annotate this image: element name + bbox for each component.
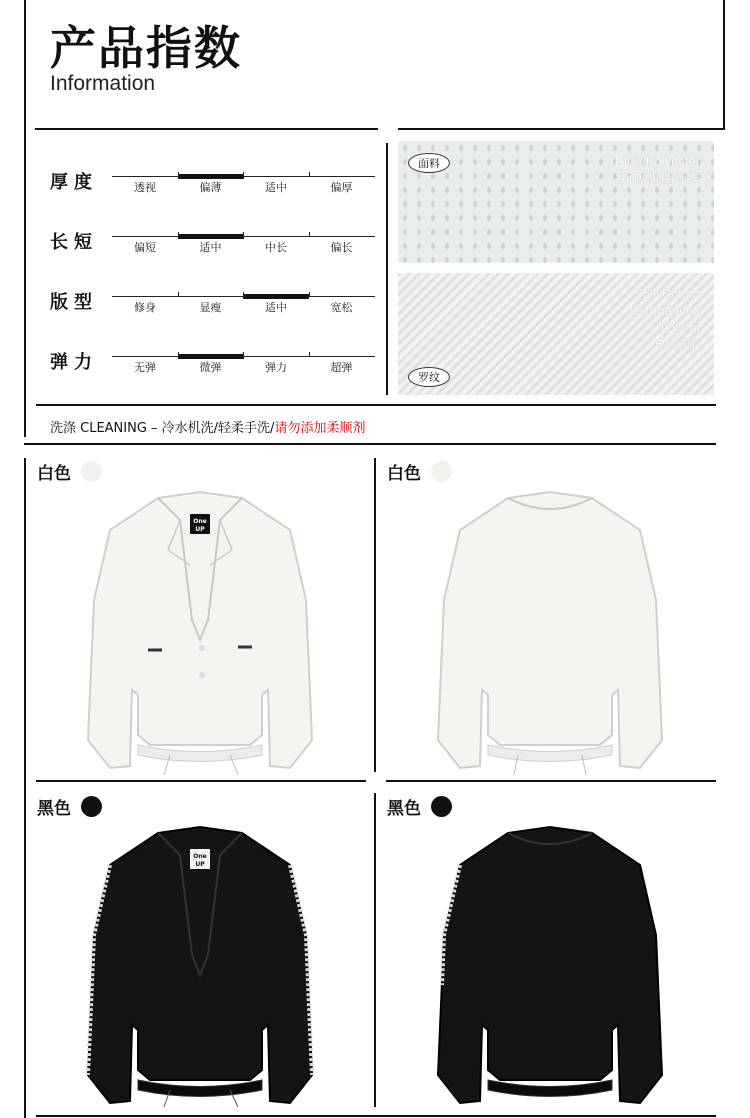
scale-option-label: 宽松 [330, 301, 353, 314]
scale-option-label: 微弹 [199, 361, 222, 374]
scale-bar [112, 236, 178, 237]
frame-left-line [24, 0, 26, 437]
color-swatch-dot [81, 461, 102, 482]
color-name: 白色 [387, 464, 421, 484]
divider-center [386, 143, 388, 395]
jacket-white-back [430, 490, 670, 775]
scale-tick [178, 232, 179, 237]
brand-tag-text: One [193, 518, 207, 525]
fabric-swatch-mesh [398, 141, 714, 263]
grid-row-divider-right [386, 780, 716, 782]
color-swatch-dot [431, 461, 452, 482]
scale-option [243, 236, 309, 260]
fabric-tag: 面料 [408, 153, 450, 173]
color-label-white-back [387, 459, 452, 484]
scale-tick [243, 352, 244, 357]
scale-option [243, 176, 309, 200]
metric-scale [112, 236, 362, 266]
scale-option-label: 偏薄 [199, 181, 222, 194]
color-swatch-dot [81, 796, 102, 817]
brand-tag-text: UP [195, 526, 205, 533]
scale-option-label: 中长 [265, 241, 287, 254]
fabric-composition [613, 153, 700, 187]
jacket-black-back [430, 825, 670, 1110]
scale-tick [243, 172, 244, 177]
scale-option-label: 无弹 [134, 361, 156, 374]
rib-tag: 罗纹 [408, 367, 450, 387]
care-warning: 请勿添加柔顺剂 [274, 421, 366, 436]
metric-row [50, 228, 365, 258]
divider-right [398, 128, 725, 130]
rib-line: 95%Cotton [635, 286, 700, 301]
scale-tick [178, 172, 179, 177]
scale-option [112, 356, 178, 380]
scale-bar [243, 356, 309, 357]
scale-bar [309, 356, 375, 357]
color-name: 黑色 [387, 799, 421, 819]
brand-tag-text: One [193, 853, 207, 860]
divider-care-top [36, 404, 716, 406]
grid-bottom-line [36, 1115, 716, 1117]
scale-bar [309, 296, 375, 297]
metric-scale [112, 296, 362, 326]
scale-tick [243, 232, 244, 237]
scale-option-label: 适中 [199, 241, 222, 254]
scale-option [309, 176, 375, 200]
scale-option-label: 偏长 [330, 241, 353, 254]
scale-option-label: 适中 [265, 301, 287, 314]
color-label-white-front [37, 459, 102, 484]
scale-tick [309, 172, 310, 177]
grid-left-line [24, 458, 26, 1118]
color-label-black-front [37, 794, 102, 819]
fabric-line: 100%Polyester [612, 154, 700, 169]
rib-composition [630, 285, 700, 353]
color-name: 白色 [37, 464, 71, 484]
scale-option [309, 356, 375, 380]
grid-center-line-top [374, 458, 376, 772]
rib-line: 5%Spandex [629, 303, 700, 318]
scale-tick [178, 292, 179, 297]
scale-option-label: 适中 [265, 181, 287, 194]
fabric-line: 100%聚酯纤维 [614, 171, 700, 186]
scale-option [309, 296, 375, 320]
divider-care-bottom [24, 443, 716, 445]
scale-option [178, 236, 244, 260]
metric-label: 弹力 [50, 352, 98, 373]
fabric-swatch-rib [398, 273, 714, 395]
grid-row-divider-left [36, 780, 366, 782]
scale-option [112, 296, 178, 320]
metric-label: 长短 [50, 232, 98, 253]
scale-tick [243, 292, 244, 297]
scale-option-label: 透视 [134, 181, 156, 194]
scale-tick [309, 352, 310, 357]
metric-label: 版型 [50, 292, 98, 313]
scale-option-label: 超弹 [330, 361, 353, 374]
rib-line: 95%棉 [660, 320, 700, 335]
scale-bar [243, 176, 309, 177]
scale-option [243, 296, 309, 320]
metric-label: 厚度 [50, 172, 98, 193]
scale-tick [178, 352, 179, 357]
scale-option-label: 显瘦 [199, 301, 222, 314]
care-instructions [50, 417, 365, 436]
divider-left [35, 128, 378, 130]
jacket-white-front [80, 490, 320, 775]
scale-bar [112, 176, 178, 177]
metric-scale [112, 356, 362, 386]
color-name: 黑色 [37, 799, 71, 819]
jacket-black-front [80, 825, 320, 1110]
scale-option-label: 偏短 [134, 241, 156, 254]
metric-row [50, 288, 365, 318]
scale-option-label: 修身 [134, 301, 156, 314]
scale-option [112, 176, 178, 200]
scale-bar [178, 296, 244, 297]
metric-row [50, 348, 365, 378]
scale-option [309, 236, 375, 260]
frame-right-line [723, 0, 725, 130]
color-swatch-dot [431, 796, 452, 817]
metric-scale [112, 176, 362, 206]
scale-tick [309, 292, 310, 297]
care-text: 洗涤 CLEANING – 冷水机洗/轻柔手洗/ [50, 421, 275, 436]
grid-center-line-bottom [374, 793, 376, 1107]
scale-bar [112, 356, 178, 357]
brand-tag-text: UP [195, 861, 205, 868]
scale-option [112, 236, 178, 260]
scale-bar [112, 296, 178, 297]
scale-bar [309, 236, 375, 237]
scale-bar [309, 176, 375, 177]
scale-option-label: 偏厚 [330, 181, 353, 194]
color-label-black-back [387, 794, 452, 819]
metric-row [50, 168, 365, 198]
scale-tick [309, 232, 310, 237]
scale-option [178, 356, 244, 380]
scale-option-label: 弹力 [265, 361, 287, 374]
scale-bar [243, 236, 309, 237]
page-title: 产品指数 [50, 21, 242, 75]
page-subtitle: Information [50, 72, 156, 95]
scale-option [243, 356, 309, 380]
scale-option [178, 296, 244, 320]
rib-line: 5%氨纶 [655, 337, 700, 352]
scale-option [178, 176, 244, 200]
